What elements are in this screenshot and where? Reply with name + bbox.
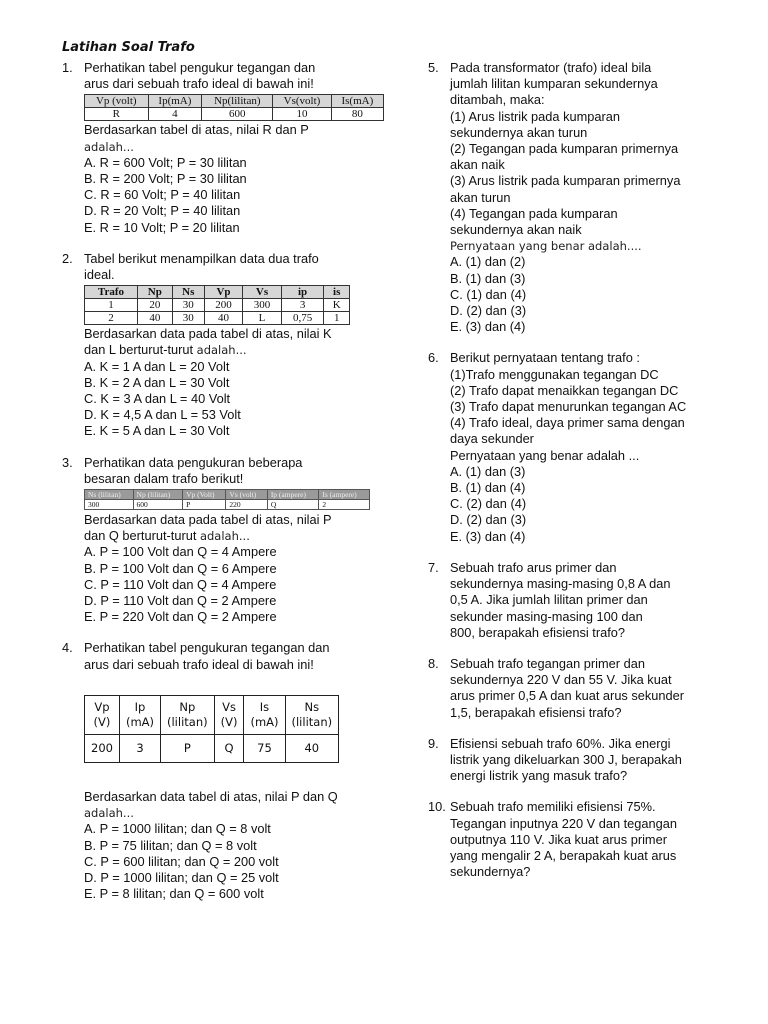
table-cell: K <box>324 299 350 312</box>
table-cell: 200 <box>204 299 242 312</box>
table-cell: 1 <box>85 299 138 312</box>
table-cell: 600 <box>133 500 183 510</box>
table-header <box>161 695 215 734</box>
question-stem-line: arus dari sebuah trafo ideal di bawah ini! <box>84 76 314 92</box>
page-title: Latihan Soal Trafo <box>62 40 195 55</box>
header-unit: (lilitan) <box>167 714 208 729</box>
table-cell: Q <box>267 500 319 510</box>
question-7 <box>428 560 720 641</box>
table-cell: L <box>243 312 281 325</box>
header-symbol: Vp <box>94 699 110 714</box>
question-number: 9. <box>428 735 439 751</box>
question-number: 6. <box>428 350 439 366</box>
question-stem-line: Perhatikan tabel pengukur tegangan dan <box>84 60 316 75</box>
header-symbol: Ns <box>304 699 320 714</box>
table-cell: 4 <box>148 108 202 121</box>
header-unit: (V) <box>220 714 238 729</box>
header-symbol: Is <box>259 699 270 714</box>
question-stem-line: (3) Trafo dapat menurunkan tegangan AC <box>450 399 687 415</box>
question-stem-line: sekundernya akan turun <box>450 124 588 140</box>
table-header: Vs (volt) <box>226 490 267 500</box>
question-stem-line: (1) Arus listrik pada kumparan <box>450 108 620 124</box>
answer-option: E. P = 220 Volt dan Q = 2 Ampere <box>84 609 277 625</box>
question-stem-line: (4) Trafo ideal, daya primer sama dengan <box>450 415 685 431</box>
answer-option: D. K = 4,5 A dan L = 53 Volt <box>84 407 241 423</box>
table-cell: 80 <box>331 108 383 121</box>
answer-option: D. R = 20 Volt; P = 40 lilitan <box>84 203 241 219</box>
question-stem-line: 1,5, berapakah efisiensi trafo? <box>450 704 622 720</box>
table-cell: 2 <box>319 500 370 510</box>
question-stem-line: listrik yang dikeluarkan 300 J, berapakah <box>450 751 682 767</box>
table-cell: 0,75 <box>281 312 324 325</box>
question-stem-line: sekundernya? <box>450 864 531 880</box>
table-header-row <box>85 695 339 734</box>
question-number: 8. <box>428 655 439 671</box>
question-stem-line: sekunder masing-masing 100 dan <box>450 608 643 624</box>
header-unit: (mA) <box>125 714 154 729</box>
right-column <box>428 60 720 880</box>
question-number: 1. <box>62 60 73 75</box>
question-stem-line: Sebuah trafo tegangan primer dan <box>450 655 645 671</box>
question-stem-line: (2) Trafo dapat menaikkan tegangan DC <box>450 382 679 398</box>
answer-option: A. P = 100 Volt dan Q = 4 Ampere <box>84 544 277 560</box>
header-unit: (V) <box>93 714 111 729</box>
question-6 <box>428 350 720 544</box>
question-number: 4. <box>62 640 73 656</box>
table-cell: 600 <box>202 108 273 121</box>
table-cell: Q <box>214 734 244 762</box>
table-header: ip <box>281 286 324 299</box>
data-table <box>84 695 339 763</box>
answer-option: E. K = 5 A dan L = 30 Volt <box>84 423 230 439</box>
question-text <box>84 342 397 358</box>
table-cell: 1 <box>324 312 350 325</box>
table-cell: 200 <box>85 734 120 762</box>
question-stem-line: Sebuah trafo memiliki efisiensi 75%. <box>450 799 656 815</box>
answer-option: C. (1) dan (4) <box>450 286 527 302</box>
table-header: Ip (ampere) <box>267 490 319 500</box>
question-stem-line: (2) Tegangan pada kumparan primernya <box>450 141 679 157</box>
table-header: Ip(mA) <box>148 95 202 108</box>
table-cell: 300 <box>85 500 134 510</box>
answer-option: B. K = 2 A dan L = 30 Volt <box>84 374 230 390</box>
answer-option: D. P = 1000 lilitan; dan Q = 25 volt <box>84 869 279 885</box>
header-unit: (mA) <box>250 714 279 729</box>
data-table <box>84 285 350 325</box>
table-cell: 2 <box>85 312 138 325</box>
table-header <box>244 695 285 734</box>
question-stem-line: sekundernya 220 V dan 55 V. Jika kuat <box>450 672 672 688</box>
question-text: Berdasarkan data tabel di atas, nilai P dan Q <box>84 788 338 804</box>
table-row <box>85 734 339 762</box>
question-10 <box>428 799 720 880</box>
table-cell: 10 <box>273 108 331 121</box>
table-cell: 30 <box>172 312 204 325</box>
table-header: Trafo <box>85 286 138 299</box>
table-cell: 3 <box>281 299 324 312</box>
question-stem-line: Pernyataan yang benar adalah ... <box>450 447 640 463</box>
answer-option: B. P = 75 lilitan; dan Q = 8 volt <box>84 837 257 853</box>
question-stem-line: outputnya 110 V. Jika kuat arus primer <box>450 831 667 847</box>
table-cell: 40 <box>285 734 339 762</box>
question-number: 2. <box>62 250 73 266</box>
answer-option: B. R = 200 Volt; P = 30 lilitan <box>84 171 247 187</box>
answer-option: E. R = 10 Volt; P = 20 lilitan <box>84 219 240 235</box>
answer-option: A. K = 1 A dan L = 20 Volt <box>84 358 230 374</box>
answer-option: C. P = 110 Volt dan Q = 4 Ampere <box>84 576 277 592</box>
header-symbol: Vs <box>222 699 236 714</box>
question-text: Berdasarkan data pada tabel di atas, nilai K <box>84 326 332 342</box>
table-cell: 3 <box>119 734 160 762</box>
question-text: adalah... <box>84 139 134 154</box>
question-stem-line: arus dari sebuah trafo ideal di bawah ini! <box>84 656 314 672</box>
answer-option: A. (1) dan (2) <box>450 254 526 270</box>
header-symbol: Ip <box>134 699 146 714</box>
table-cell: P <box>183 500 226 510</box>
question-text: Pernyataan yang benar adalah.... <box>450 239 642 254</box>
header-symbol: Np <box>179 699 196 714</box>
table-header-row <box>85 490 370 500</box>
question-text: adalah... <box>84 806 134 821</box>
question-stem-line: akan naik <box>450 157 505 173</box>
question-9 <box>428 736 720 785</box>
question-stem-line: daya sekunder <box>450 431 534 447</box>
table-header-row <box>85 95 384 108</box>
table-row <box>85 312 350 325</box>
left-column <box>62 60 397 902</box>
table-cell: 40 <box>137 312 172 325</box>
answer-option: D. P = 110 Volt dan Q = 2 Ampere <box>84 593 277 609</box>
answer-option: B. (1) dan (3) <box>450 270 526 286</box>
question-stem-line: 0,5 A. Jika jumlah lilitan primer dan <box>450 592 648 608</box>
table-header: Vs <box>243 286 281 299</box>
answer-option: E. P = 8 lilitan; dan Q = 600 volt <box>84 886 264 902</box>
answer-option: E. (3) dan (4) <box>450 319 526 335</box>
answer-option: E. (3) dan (4) <box>450 528 526 544</box>
table-row <box>85 108 384 121</box>
question-text-part: dan Q berturut-turut <box>84 528 197 544</box>
table-header: Np(lilitan) <box>202 95 273 108</box>
header-unit: (lilitan) <box>291 714 333 729</box>
question-stem-line: 800, berapakah efisiensi trafo? <box>450 624 626 640</box>
question-stem-line: sekundernya akan naik <box>450 222 582 238</box>
table-header <box>119 695 160 734</box>
question-stem-line: akan turun <box>450 189 511 205</box>
question-stem-line: sekundernya masing-masing 0,8 A dan <box>450 576 671 592</box>
table-header: Is (ampere) <box>319 490 370 500</box>
question-stem-line: Tabel berikut menampilkan data dua trafo <box>84 250 319 266</box>
answer-option: A. P = 1000 lilitan; dan Q = 8 volt <box>84 821 271 837</box>
question-5 <box>428 60 720 335</box>
question-stem-line: Perhatikan data pengukuran beberapa <box>84 454 303 470</box>
table-header: Vp (volt) <box>85 95 149 108</box>
answer-option: B. (1) dan (4) <box>450 480 526 496</box>
question-stem-line: Efisiensi sebuah trafo 60%. Jika energi <box>450 735 671 751</box>
table-cell: R <box>85 108 149 121</box>
question-stem-line: jumlah lilitan kumparan sekundernya <box>450 76 658 92</box>
question-stem-line: yang mengalir 2 A, berapakah kuat arus <box>450 847 677 863</box>
table-header-row <box>85 286 350 299</box>
question-stem-line: ditambah, maka: <box>450 92 545 108</box>
table-header: Np <box>137 286 172 299</box>
question-text-part: adalah... <box>196 343 247 358</box>
answer-option: D. (2) dan (3) <box>450 303 527 319</box>
table-header: Vp (Volt) <box>183 490 226 500</box>
table-cell: P <box>161 734 215 762</box>
question-stem-line: Pada transformator (trafo) ideal bila <box>450 60 652 75</box>
question-1 <box>62 60 397 236</box>
answer-option: C. K = 3 A dan L = 40 Volt <box>84 391 231 407</box>
question-stem-line: Tegangan inputnya 220 V dan tegangan <box>450 815 677 831</box>
table-cell: 40 <box>204 312 242 325</box>
data-table <box>84 489 370 510</box>
question-stem-line: besaran dalam trafo berikut! <box>84 470 244 486</box>
question-4 <box>62 640 397 902</box>
answer-option: D. (2) dan (3) <box>450 512 527 528</box>
table-header: Is(mA) <box>331 95 383 108</box>
question-2 <box>62 251 397 440</box>
table-header <box>214 695 244 734</box>
table-cell: 30 <box>172 299 204 312</box>
question-stem-line: (4) Tegangan pada kumparan <box>450 205 618 221</box>
answer-option: C. R = 60 Volt; P = 40 lilitan <box>84 187 241 203</box>
answer-option: A. (1) dan (3) <box>450 463 526 479</box>
table-header: Ns (lilitan) <box>85 490 134 500</box>
table-row <box>85 500 370 510</box>
answer-option: B. P = 100 Volt dan Q = 6 Ampere <box>84 560 277 576</box>
table-header: is <box>324 286 350 299</box>
question-text-part: dan L berturut-turut <box>84 342 194 358</box>
question-number: 7. <box>428 559 439 575</box>
table-cell: 300 <box>243 299 281 312</box>
data-table <box>84 94 384 121</box>
question-number: 10. <box>428 799 446 815</box>
table-cell: 75 <box>244 734 285 762</box>
question-text: Berdasarkan tabel di atas, nilai R dan P <box>84 122 309 138</box>
table-cell: 20 <box>137 299 172 312</box>
table-header: Np (lilitan) <box>133 490 183 500</box>
question-stem-line: Berikut pernyataan tentang trafo : <box>450 350 640 366</box>
question-3 <box>62 455 397 626</box>
table-header: Vp <box>204 286 242 299</box>
question-8 <box>428 656 720 721</box>
table-header: Ns <box>172 286 204 299</box>
question-stem-line: ideal. <box>84 267 115 283</box>
table-row <box>85 299 350 312</box>
question-number: 5. <box>428 60 439 75</box>
question-stem-line: Perhatikan tabel pengukuran tegangan dan <box>84 640 330 656</box>
table-header <box>85 695 120 734</box>
question-stem-line: energi listrik yang masuk trafo? <box>450 768 628 784</box>
table-cell: 220 <box>226 500 267 510</box>
question-text: Berdasarkan data pada tabel di atas, nilai P <box>84 512 332 528</box>
table-header <box>285 695 339 734</box>
question-stem-line: Sebuah trafo arus primer dan <box>450 559 617 575</box>
question-stem-line: (1)Trafo menggunakan tegangan DC <box>450 366 659 382</box>
answer-option: C. (2) dan (4) <box>450 496 527 512</box>
answer-option: C. P = 600 lilitan; dan Q = 200 volt <box>84 853 279 869</box>
question-number: 3. <box>62 454 73 470</box>
question-text-part: adalah... <box>199 529 250 544</box>
table-header: Vs(volt) <box>273 95 331 108</box>
answer-option: A. R = 600 Volt; P = 30 lilitan <box>84 154 247 170</box>
question-stem-line: (3) Arus listrik pada kumparan primernya <box>450 173 681 189</box>
question-text <box>84 528 397 544</box>
question-stem-line: arus primer 0,5 A dan kuat arus sekunder <box>450 688 685 704</box>
